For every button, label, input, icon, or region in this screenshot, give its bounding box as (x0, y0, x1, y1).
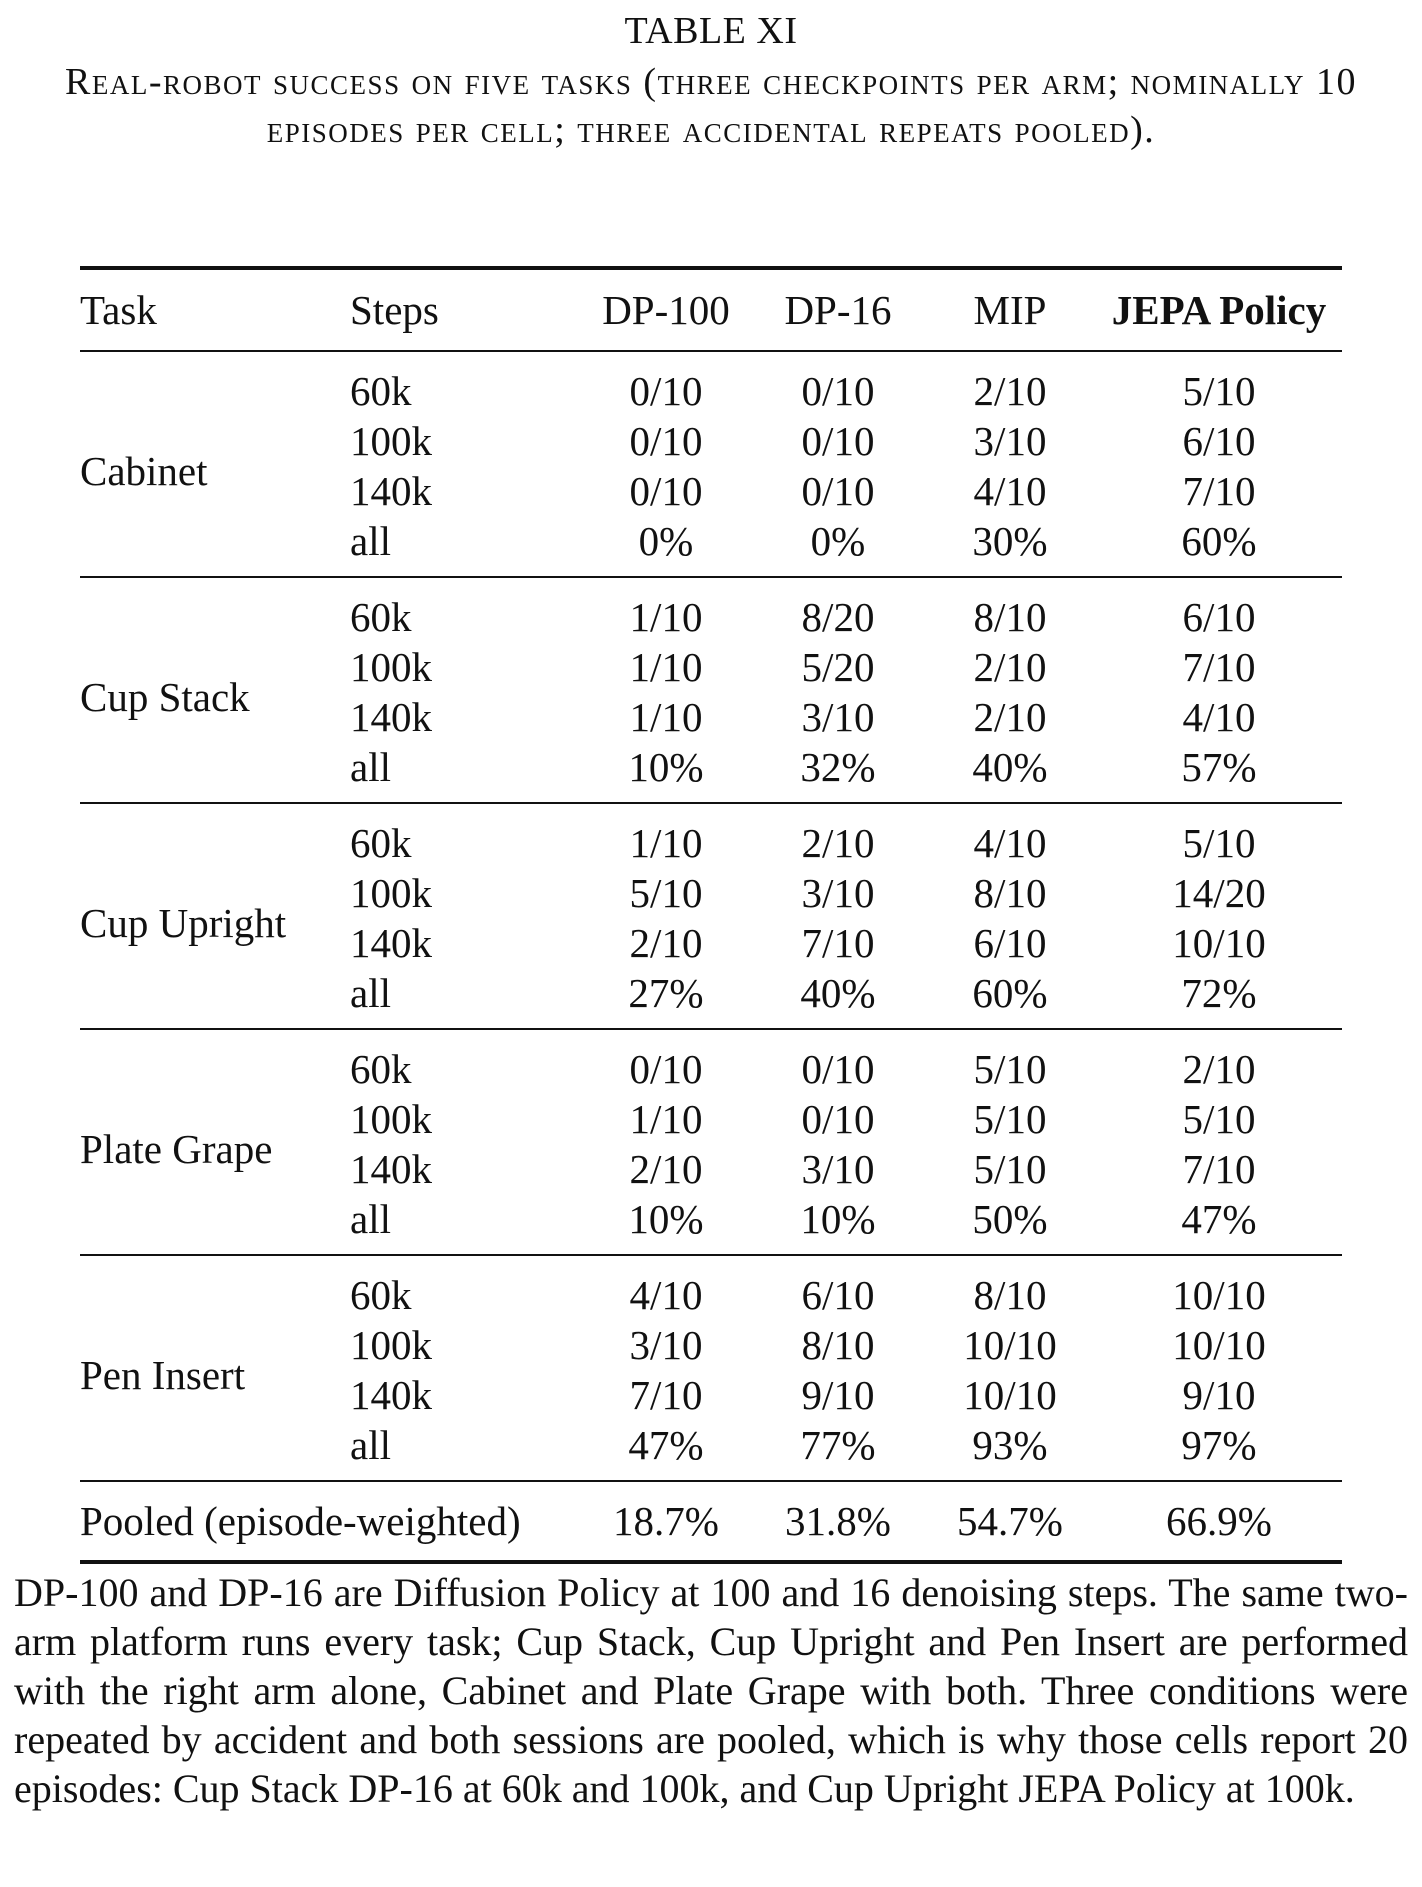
steps-cell: all (350, 970, 391, 1016)
mip-cell: 6/10 (973, 920, 1047, 966)
steps-cell: 100k (350, 1096, 432, 1142)
header-steps: Steps (350, 287, 439, 333)
table-row (80, 577, 1342, 642)
dp16-cell: 10% (800, 1196, 876, 1242)
task-group-cup-upright (80, 803, 1342, 1029)
mip-cell: 8/10 (973, 1272, 1047, 1318)
dp100-cell: 0% (638, 518, 694, 564)
dp16-cell: 0% (810, 518, 866, 564)
steps-cell: 100k (350, 870, 432, 916)
dp100-cell: 2/10 (629, 1146, 703, 1192)
dp16-cell: 3/10 (801, 870, 875, 916)
task-name: Pen Insert (80, 1352, 246, 1398)
jepa-cell: 2/10 (1182, 1046, 1256, 1092)
table-row (80, 1029, 1342, 1094)
jepa-cell: 47% (1181, 1196, 1257, 1242)
dp16-cell: 8/20 (801, 594, 875, 640)
dp100-cell: 1/10 (629, 1096, 703, 1142)
dp100-cell: 1/10 (629, 820, 703, 866)
pooled-row (80, 1481, 1342, 1562)
jepa-cell: 6/10 (1182, 594, 1256, 640)
dp100-cell: 1/10 (629, 594, 703, 640)
jepa-cell: 57% (1181, 744, 1257, 790)
task-group-plate-grape (80, 1029, 1342, 1255)
header-row (80, 268, 1342, 351)
mip-cell: 8/10 (973, 870, 1047, 916)
task-name: Cabinet (80, 448, 208, 494)
dp16-cell: 9/10 (801, 1372, 875, 1418)
dp100-cell: 2/10 (629, 920, 703, 966)
steps-cell: 140k (350, 468, 432, 514)
table-label: TABLE XI (624, 10, 798, 52)
header-jepa: JEPA Policy (1111, 287, 1327, 333)
task-group-pen-insert (80, 1255, 1342, 1481)
dp100-cell: 47% (628, 1422, 704, 1468)
jepa-cell: 10/10 (1172, 1322, 1266, 1368)
table-caption-block (0, 8, 1422, 154)
steps-cell: all (350, 1422, 391, 1468)
mip-cell: 2/10 (973, 694, 1047, 740)
dp16-cell: 0/10 (801, 418, 875, 464)
dp16-cell: 0/10 (801, 468, 875, 514)
dp100-cell: 4/10 (629, 1272, 703, 1318)
steps-cell: all (350, 1196, 391, 1242)
dp100-cell: 1/10 (629, 644, 703, 690)
dp16-cell: 8/10 (801, 1322, 875, 1368)
jepa-cell: 14/20 (1172, 870, 1266, 916)
dp100-cell: 0/10 (629, 368, 703, 414)
dp16-cell: 40% (800, 970, 876, 1016)
task-name: Plate Grape (80, 1126, 273, 1172)
jepa-cell: 7/10 (1182, 644, 1256, 690)
pooled-dp100-cell: 18.7% (613, 1498, 719, 1544)
table-row (80, 1255, 1342, 1320)
mip-cell: 5/10 (973, 1146, 1047, 1192)
mip-cell: 60% (972, 970, 1048, 1016)
dp100-cell: 0/10 (629, 1046, 703, 1092)
dp100-cell: 10% (628, 744, 704, 790)
mip-cell: 3/10 (973, 418, 1047, 464)
mip-cell: 2/10 (973, 644, 1047, 690)
jepa-cell: 10/10 (1172, 1272, 1266, 1318)
steps-cell: 100k (350, 644, 432, 690)
jepa-cell: 7/10 (1182, 1146, 1256, 1192)
steps-cell: 100k (350, 1322, 432, 1368)
jepa-cell: 6/10 (1182, 418, 1256, 464)
dp100-cell: 1/10 (629, 694, 703, 740)
pooled-jepa-cell: 66.9% (1166, 1498, 1272, 1544)
mip-cell: 10/10 (963, 1372, 1057, 1418)
header-dp100: DP-100 (602, 287, 730, 333)
jepa-cell: 72% (1181, 970, 1257, 1016)
dp16-cell: 7/10 (801, 920, 875, 966)
steps-cell: 140k (350, 1146, 432, 1192)
mip-cell: 40% (972, 744, 1048, 790)
dp16-cell: 2/10 (801, 820, 875, 866)
table-row (80, 351, 1342, 416)
jepa-cell: 5/10 (1182, 1096, 1256, 1142)
dp16-cell: 32% (800, 744, 876, 790)
steps-cell: 140k (350, 694, 432, 740)
table-footnote: DP-100 and DP-16 are Diffusion Policy at 100 and 16 denoising steps. The same two-arm platform runs every task; Cup Stack, Cup Upright and Pen Insert are performed with the right arm alone, Cabinet and Plate Grape with both. Three conditions were repeated by accident and both sessions are pooled, which is why those cells report 20 episodes: Cup Stack DP-16 at 60k and 100k, and Cup Upright JEPA Policy at 100k. (14, 1570, 1408, 1811)
dp100-cell: 27% (628, 970, 704, 1016)
dp16-cell: 77% (800, 1422, 876, 1468)
steps-cell: 60k (350, 594, 412, 640)
dp100-cell: 5/10 (629, 870, 703, 916)
steps-cell: all (350, 744, 391, 790)
steps-cell: 140k (350, 1372, 432, 1418)
steps-cell: 60k (350, 368, 412, 414)
steps-cell: all (350, 518, 391, 564)
steps-cell: 60k (350, 1272, 412, 1318)
jepa-cell: 4/10 (1182, 694, 1256, 740)
dp16-cell: 3/10 (801, 1146, 875, 1192)
task-name: Cup Stack (80, 674, 250, 720)
jepa-cell: 60% (1181, 518, 1257, 564)
pooled-dp16-cell: 31.8% (785, 1498, 891, 1544)
dp100-cell: 0/10 (629, 468, 703, 514)
jepa-cell: 10/10 (1172, 920, 1266, 966)
dp100-cell: 7/10 (629, 1372, 703, 1418)
jepa-cell: 5/10 (1182, 820, 1256, 866)
pooled-label: Pooled (episode-weighted) (80, 1498, 521, 1544)
dp16-cell: 0/10 (801, 1096, 875, 1142)
jepa-cell: 5/10 (1182, 368, 1256, 414)
dp16-cell: 6/10 (801, 1272, 875, 1318)
pooled-mip-cell: 54.7% (957, 1498, 1063, 1544)
dp16-cell: 0/10 (801, 1046, 875, 1092)
steps-cell: 60k (350, 820, 412, 866)
jepa-cell: 9/10 (1182, 1372, 1256, 1418)
steps-cell: 140k (350, 920, 432, 966)
mip-cell: 30% (972, 518, 1048, 564)
mip-cell: 4/10 (973, 820, 1047, 866)
task-group-cabinet (80, 351, 1342, 577)
mip-cell: 2/10 (973, 368, 1047, 414)
mip-cell: 4/10 (973, 468, 1047, 514)
pooled-group (80, 1481, 1342, 1562)
dp16-cell: 0/10 (801, 368, 875, 414)
steps-cell: 60k (350, 1046, 412, 1092)
dp16-cell: 5/20 (801, 644, 875, 690)
mip-cell: 5/10 (973, 1046, 1047, 1092)
mip-cell: 50% (972, 1196, 1048, 1242)
jepa-cell: 7/10 (1182, 468, 1256, 514)
results-table (80, 266, 1342, 1564)
dp100-cell: 10% (628, 1196, 704, 1242)
mip-cell: 5/10 (973, 1096, 1047, 1142)
mip-cell: 8/10 (973, 594, 1047, 640)
header-mip: MIP (973, 287, 1047, 333)
dp16-cell: 3/10 (801, 694, 875, 740)
mip-cell: 93% (972, 1422, 1048, 1468)
header-dp16: DP-16 (784, 287, 892, 333)
dp100-cell: 0/10 (629, 418, 703, 464)
task-group-cup-stack (80, 577, 1342, 803)
header-task: Task (80, 287, 157, 333)
mip-cell: 10/10 (963, 1322, 1057, 1368)
dp100-cell: 3/10 (629, 1322, 703, 1368)
table-caption: Real-robot success on five tasks (three checkpoints per arm; nominally 10 episodes per cell; three accidental repeats pooled). (65, 61, 1357, 151)
task-name: Cup Upright (80, 900, 287, 946)
table-row (80, 803, 1342, 868)
steps-cell: 100k (350, 418, 432, 464)
jepa-cell: 97% (1181, 1422, 1257, 1468)
